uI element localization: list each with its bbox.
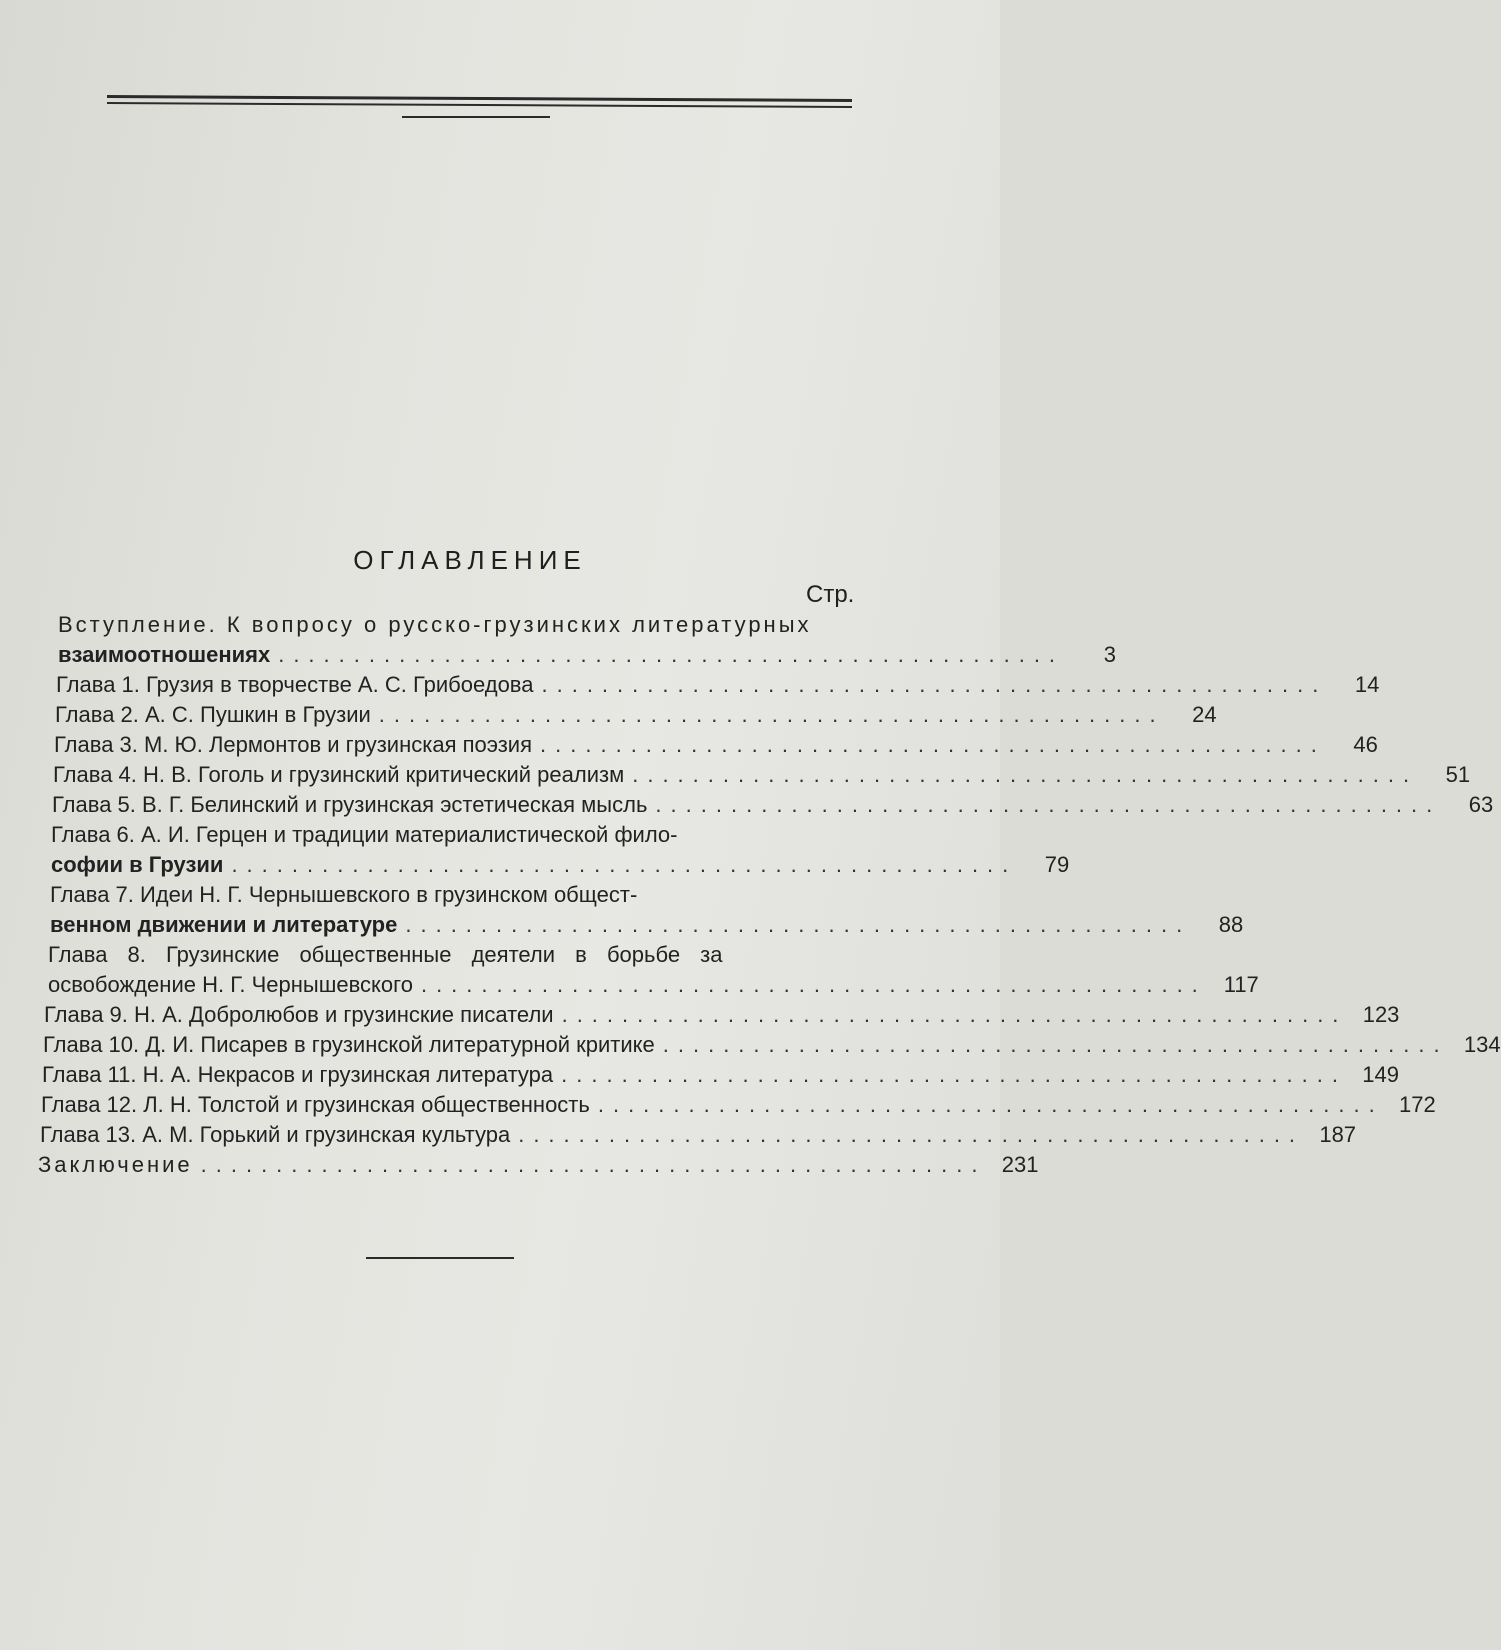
- toc-entry-text: Глава 13. А. М. Горький и грузинская культура: [40, 1122, 511, 1147]
- toc-page-number: 149: [1362, 1062, 1399, 1087]
- dot-leader: ....................................................: [597, 1092, 1384, 1117]
- toc-entry-chapter-7[interactable]: [50, 880, 1244, 940]
- toc-entry-conclusion[interactable]: [38, 1150, 1039, 1180]
- dot-leader: ....................................................: [541, 672, 1328, 697]
- toc-page-number: 14: [1354, 672, 1380, 697]
- toc-entry-chapter-8[interactable]: [48, 940, 1259, 1000]
- toc-page-number: 24: [1192, 702, 1217, 727]
- toc-entry-text: Вступление. К вопросу о русско-грузинских литературных: [58, 612, 812, 637]
- toc-entry-text-cont: венном движении и литературе: [50, 912, 398, 937]
- toc-entry-chapter-10[interactable]: [43, 1030, 1501, 1060]
- toc-page-number: 3: [1103, 642, 1117, 667]
- toc-entry-chapter-13[interactable]: [40, 1120, 1357, 1150]
- toc-entry-chapter-5[interactable]: [52, 790, 1494, 820]
- dot-leader: ....................................................: [561, 1062, 1347, 1087]
- toc-entry-text: Глава 7. Идеи Н. Г. Чернышевского в грузинском общест-: [50, 882, 638, 907]
- toc-entry-introduction[interactable]: [58, 610, 1117, 670]
- toc-entry-text: Глава 8. Грузинские общественные деятели в борьбе за: [48, 942, 723, 967]
- top-rule-short: [402, 116, 550, 118]
- toc-entry-text-cont: софии в Грузии: [51, 852, 224, 877]
- toc-entry-chapter-1[interactable]: [56, 670, 1380, 700]
- dot-leader: ....................................................: [278, 642, 1065, 667]
- dot-leader: ....................................................: [655, 792, 1442, 817]
- toc-page-number: 46: [1353, 732, 1378, 757]
- toc-entry-text: Глава 2. А. С. Пушкин в Грузии: [55, 702, 371, 727]
- dot-leader: ....................................................: [231, 852, 1018, 877]
- toc-entry-text: Глава 11. Н. А. Некрасов и грузинская литература: [42, 1062, 554, 1087]
- toc-entry-text: Глава 12. Л. Н. Толстой и грузинская общественность: [41, 1092, 590, 1117]
- toc-entry-text: Глава 1. Грузия в творчестве А. С. Грибоедова: [56, 672, 534, 697]
- toc-entry-chapter-11[interactable]: [42, 1060, 1399, 1090]
- toc-entry-chapter-12[interactable]: [41, 1090, 1436, 1120]
- toc-entry-text: Глава 9. Н. А. Добролюбов и грузинские писатели: [44, 1002, 554, 1027]
- dot-leader: ....................................................: [632, 762, 1419, 787]
- toc-entry-text-cont: взаимоотношениях: [58, 642, 271, 667]
- toc-page-number: 51: [1445, 762, 1471, 787]
- toc-page-number: 123: [1362, 1002, 1400, 1027]
- toc-entry-chapter-2[interactable]: [55, 700, 1217, 730]
- bottom-rule: [366, 1257, 514, 1259]
- toc-entry-text: Глава 5. В. Г. Белинский и грузинская эстетическая мысль: [52, 792, 648, 817]
- dot-leader: ....................................................: [518, 1122, 1305, 1147]
- dot-leader: ....................................................: [378, 702, 1165, 727]
- toc-entry-text-cont: освобождение Н. Г. Чернышевского: [48, 972, 413, 997]
- dot-leader: ....................................................: [420, 972, 1207, 997]
- dot-leader: ....................................................: [561, 1002, 1348, 1027]
- dot-leader: ....................................................: [200, 1152, 987, 1177]
- toc-page-number: 172: [1398, 1092, 1436, 1117]
- toc-page-number: 79: [1044, 852, 1070, 877]
- toc-page-number: 134: [1463, 1032, 1501, 1057]
- toc-page-number: 231: [1001, 1152, 1039, 1177]
- toc-entry-chapter-9[interactable]: [44, 1000, 1400, 1030]
- page-column-label: Стр.: [806, 581, 855, 608]
- toc-entry-text: Заключение: [38, 1152, 193, 1177]
- toc-page-number: 187: [1319, 1122, 1357, 1147]
- top-rule-thick: [107, 95, 852, 102]
- toc-entry-chapter-4[interactable]: [53, 760, 1471, 790]
- toc-entry-chapter-3[interactable]: [54, 730, 1378, 760]
- toc-page-number: 117: [1223, 972, 1259, 997]
- page-title: ОГЛАВЛЕНИЕ: [353, 545, 587, 575]
- table-of-contents: [38, 610, 1501, 1180]
- toc-entry-chapter-6[interactable]: [51, 820, 1070, 880]
- toc-entry-text: Глава 10. Д. И. Писарев в грузинской литературной критике: [43, 1032, 655, 1057]
- toc-page-number: 63: [1468, 792, 1494, 817]
- dot-leader: ....................................................: [540, 732, 1326, 757]
- top-rule-thin: [107, 102, 852, 108]
- dot-leader: ....................................................: [662, 1032, 1449, 1057]
- toc-entry-text: Глава 3. М. Ю. Лермонтов и грузинская поэзия: [54, 732, 533, 757]
- toc-page-number: 88: [1218, 912, 1244, 937]
- toc-entry-text: Глава 6. А. И. Герцен и традиции материалистической фило-: [51, 822, 678, 847]
- toc-entry-text: Глава 4. Н. В. Гоголь и грузинский критический реализм: [53, 762, 625, 787]
- dot-leader: ....................................................: [405, 912, 1192, 937]
